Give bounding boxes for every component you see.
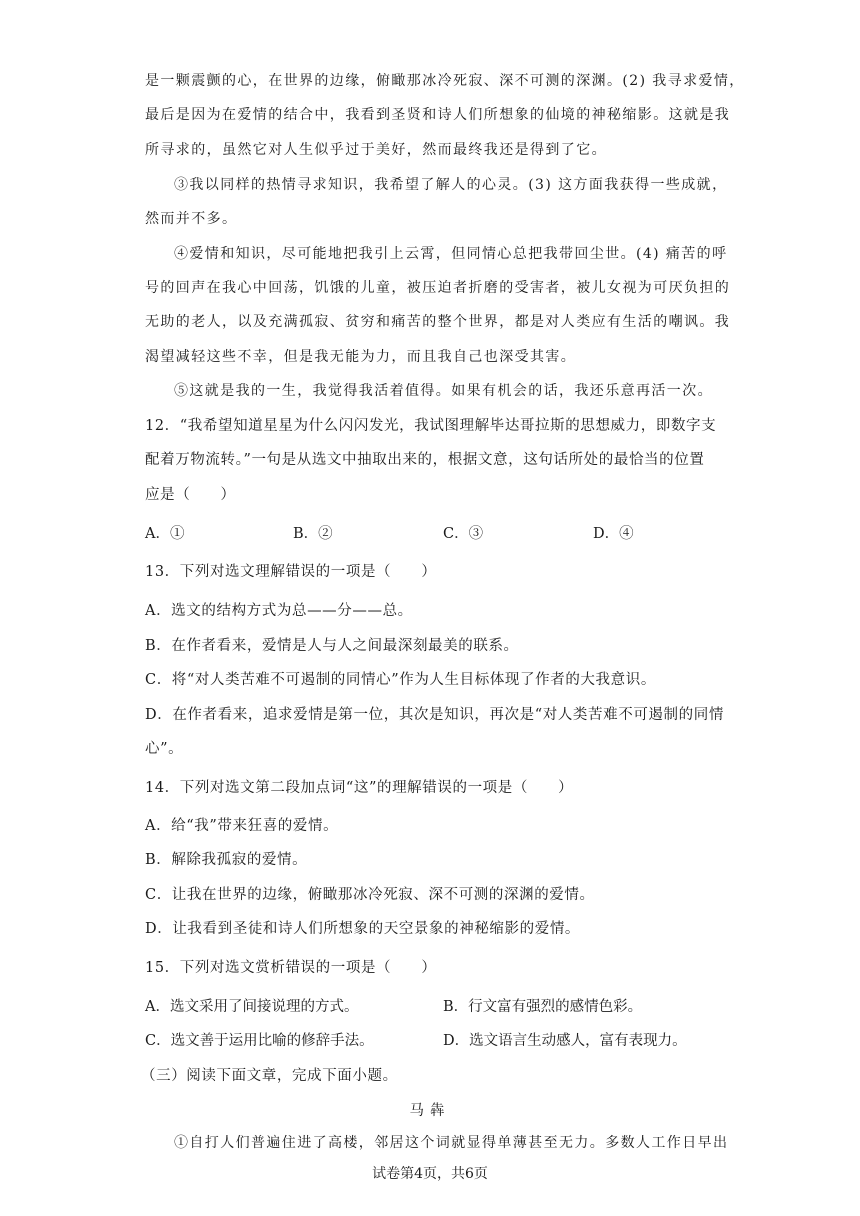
passage-paragraph-3: ③我以同样的热情寻求知识，我希望了解人的心灵。(3) 这方面我获得一些成就， <box>174 177 728 193</box>
option-c[interactable]: C．选文善于运用比喻的修辞手法。 <box>145 1033 374 1049</box>
passage-line: 最后是因为在爱情的结合中，我看到圣贤和诗人们所想象的仙境的神秘缩影。这就是我 <box>145 107 731 123</box>
option-a[interactable]: A．选文的结构方式为总——分——总。 <box>145 603 413 619</box>
option-a[interactable]: A．① <box>145 526 185 542</box>
question-13-stem: 13．下列对选文理解错误的一项是（ ） <box>145 564 437 580</box>
option-b[interactable]: B．解除我孤寂的爱情。 <box>145 852 308 868</box>
option-d[interactable]: D．让我看到圣徒和诗人们所想象的天空景象的神秘缩影的爱情。 <box>145 921 581 937</box>
passage-line: 无助的老人，以及充满孤寂、贫穷和痛苦的整个世界，都是对人类应有生活的嘲讽。我 <box>145 314 731 330</box>
article-title: 马犇 <box>409 1103 451 1119</box>
passage-line: 号的回声在我心中回荡，饥饿的儿童，被压迫者折磨的受害者，被儿女视为可厌负担的 <box>145 280 731 296</box>
passage-line: 然而并不多。 <box>145 211 238 227</box>
option-d[interactable]: D．在作者看来，追求爱情是第一位，其次是知识，再次是“对人类苦难不可遏制的同情 <box>145 707 724 723</box>
option-d[interactable]: D．选文语言生动感人，富有表现力。 <box>443 1033 687 1049</box>
passage-paragraph-5: ⑤这就是我的一生，我觉得我活着值得。如果有机会的话，我还乐意再活一次。 <box>174 383 713 399</box>
question-12-stem: 12．“我希望知道星星为什么闪闪发光，我试图理解毕达哥拉斯的思想威力，即数字支 <box>145 418 717 434</box>
passage-line: 是一颗震颤的心，在世界的边缘，俯瞰那冰冷死寂、深不可测的深渊。(2) 我寻求爱情， <box>145 73 745 89</box>
question-15-stem: 15．下列对选文赏析错误的一项是（ ） <box>145 960 437 976</box>
option-c[interactable]: C．将“对人类苦难不可遏制的同情心”作为人生目标体现了作者的大我意识。 <box>145 672 656 688</box>
option-c[interactable]: C．让我在世界的边缘，俯瞰那冰冷死寂、深不可测的深渊的爱情。 <box>145 887 595 903</box>
article-paragraph-1: ①自打人们普遍住进了高楼，邻居这个词就显得单薄甚至无力。多数人工作日早出 <box>174 1135 729 1151</box>
option-b[interactable]: B．② <box>293 526 333 542</box>
option-a[interactable]: A．给“我”带来狂喜的爱情。 <box>145 818 339 834</box>
option-a[interactable]: A．选文采用了间接说理的方式。 <box>145 999 359 1015</box>
option-c[interactable]: C．③ <box>443 526 484 542</box>
option-b[interactable]: B．行文富有强烈的感情色彩。 <box>443 999 643 1015</box>
passage-line: 所寻求的，虽然它对人生似乎过于美好，然而最终我还是得到了它。 <box>145 142 607 158</box>
passage-paragraph-4: ④爱情和知识，尽可能地把我引上云霄，但同情心总把我带回尘世。(4) 痛苦的呼 <box>174 246 728 262</box>
question-14-stem: 14．下列对选文第二段加点词“这”的理解错误的一项是（ ） <box>145 780 574 796</box>
option-d[interactable]: D．④ <box>593 526 634 542</box>
question-12-stem: 配着万物流转。”一句是从选文中抽取出来的，根据文意，这句话所处的最恰当的位置 <box>145 452 705 468</box>
question-12-stem: 应是（ ） <box>145 487 236 503</box>
option-d-continued: 心”。 <box>145 741 184 757</box>
section-3-intro: （三）阅读下面文章，完成下面小题。 <box>141 1068 398 1084</box>
page-footer: 试卷第4页，共6页 <box>372 1166 488 1182</box>
option-b[interactable]: B．在作者看来，爱情是人与人之间最深刻最美的联系。 <box>145 638 519 654</box>
passage-line: 渴望减轻这些不幸，但是我无能为力，而且我自己也深受其害。 <box>145 349 577 365</box>
